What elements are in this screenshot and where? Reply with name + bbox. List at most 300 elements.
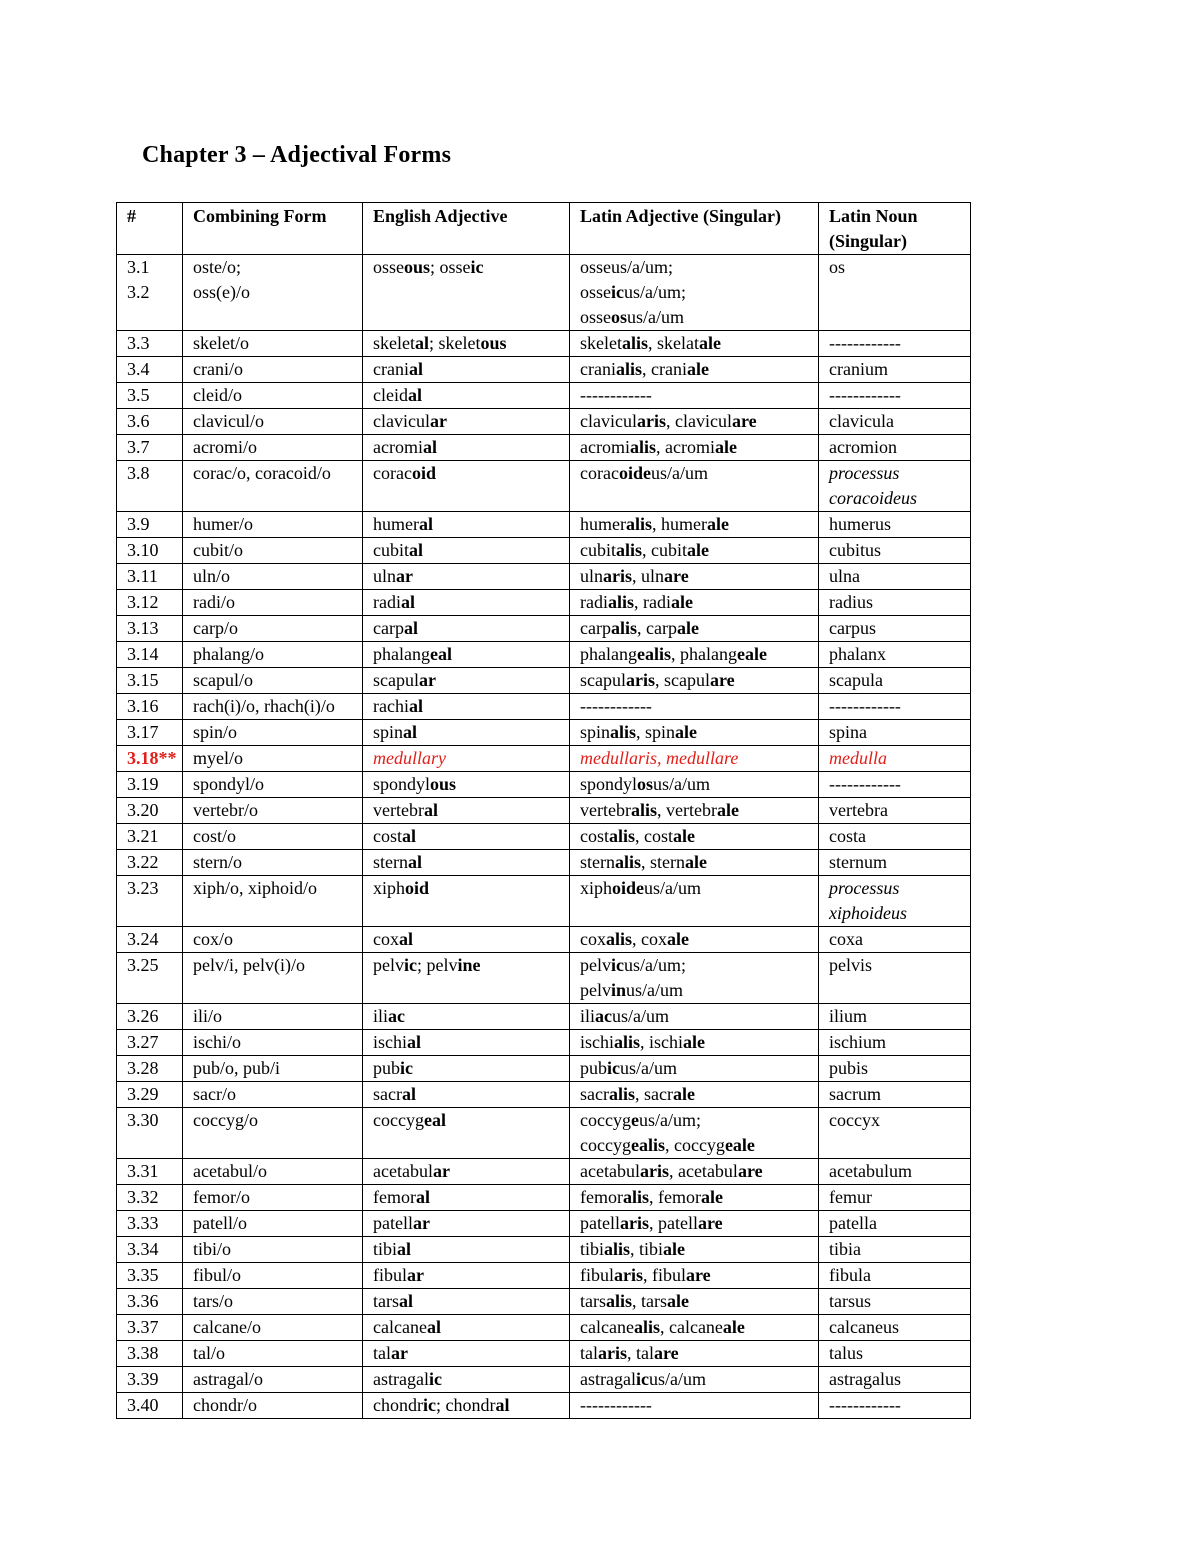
cell-english-adjective (363, 668, 570, 694)
latin-text: are (697, 1213, 723, 1233)
latin-text: ------------ (580, 1395, 652, 1415)
latin-text: eale (724, 1135, 755, 1155)
cell-english-adjective (363, 1211, 570, 1237)
english-text: crani (373, 359, 409, 379)
cell-english-adjective (363, 927, 570, 953)
cell-number: 3.17 (117, 720, 183, 746)
table-row (117, 694, 971, 720)
cell-latin-adjective (570, 616, 819, 642)
english-text: ac (388, 1006, 406, 1026)
english-text: stern (373, 852, 408, 872)
cell-english-adjective (363, 538, 570, 564)
cell-combining-form: myel/o (183, 746, 363, 772)
latin-text: alis (633, 1317, 660, 1337)
table-row (117, 1289, 971, 1315)
latin-text: ale (672, 1084, 695, 1104)
cell-combining-form: calcane/o (183, 1315, 363, 1341)
noun-text: pelvis (829, 955, 872, 975)
english-text: ic (404, 955, 417, 975)
latin-text: , skelat (648, 333, 700, 353)
cell-number: 3.7 (117, 435, 183, 461)
cell-latin-adjective (570, 1341, 819, 1367)
latin-text: ale (663, 1239, 686, 1259)
latin-text: ac (595, 1006, 613, 1026)
noun-text: ------------ (829, 774, 901, 794)
latin-text: oide (612, 878, 645, 898)
latin-text: aris (598, 1343, 627, 1363)
cell-latin-noun (819, 1030, 971, 1056)
table-row (117, 1393, 971, 1419)
noun-text: processus (829, 878, 900, 898)
english-text: patell (373, 1213, 413, 1233)
cell-latin-adjective (570, 1393, 819, 1419)
english-text: al (402, 826, 417, 846)
cell-latin-adjective (570, 1315, 819, 1341)
noun-text: fibula (829, 1265, 871, 1285)
noun-text: femur (829, 1187, 872, 1207)
english-text: al (403, 722, 418, 742)
english-text: uln (373, 566, 397, 586)
page-title: Chapter 3 – Adjectival Forms (142, 142, 452, 168)
english-text: al (403, 618, 418, 638)
noun-text: scapula (829, 670, 883, 690)
cell-english-adjective (363, 1108, 570, 1159)
latin-text: ale (687, 540, 710, 560)
latin-text: , tars (632, 1291, 668, 1311)
latin-text: alis (616, 540, 643, 560)
latin-text: osseus/a/um; (580, 257, 673, 277)
cell-latin-adjective (570, 927, 819, 953)
latin-text: cost (580, 826, 609, 846)
latin-text: ale (685, 852, 708, 872)
noun-text: tibia (829, 1239, 861, 1259)
english-text: cox (373, 929, 399, 949)
latin-text: ale (667, 1291, 690, 1311)
cell-latin-adjective (570, 1263, 819, 1289)
cell-latin-adjective (570, 1211, 819, 1237)
cell-latin-noun (819, 1315, 971, 1341)
latin-text: us/a/um; (624, 955, 686, 975)
cell-latin-adjective (570, 668, 819, 694)
english-text: calcane (373, 1317, 427, 1337)
table-row (117, 616, 971, 642)
latin-text: ale (667, 929, 690, 949)
english-text: humer (373, 514, 419, 534)
latin-text: are (664, 566, 689, 586)
cell-english-adjective (363, 1237, 570, 1263)
latin-text: us/a/um (650, 463, 708, 483)
english-text: coccyg (373, 1110, 424, 1130)
cell-english-adjective (363, 1289, 570, 1315)
latin-text: alis (608, 1084, 635, 1104)
cell-combining-form: cubit/o (183, 538, 363, 564)
latin-text: us/a/um; (624, 282, 686, 302)
cell-number: 3.32 (117, 1185, 183, 1211)
cell-latin-noun (819, 1185, 971, 1211)
english-text: ous (480, 333, 507, 353)
english-text: cubit (373, 540, 409, 560)
latin-text: tars (580, 1291, 606, 1311)
latin-text: alis (609, 826, 636, 846)
latin-text: alis (615, 359, 642, 379)
english-text: femor (373, 1187, 416, 1207)
latin-text: ------------ (580, 385, 652, 405)
latin-text: acetabul (580, 1161, 640, 1181)
table-row (117, 1341, 971, 1367)
cell-number: 3.39 (117, 1367, 183, 1393)
cell-combining-form: acromi/o (183, 435, 363, 461)
english-text: al (400, 592, 415, 612)
latin-text: ------------ (580, 696, 652, 716)
latin-text: pub (580, 1058, 607, 1078)
english-text: al (426, 1317, 441, 1337)
cell-combining-form: sacr/o (183, 1082, 363, 1108)
latin-text: aris (614, 1265, 643, 1285)
cell-latin-noun (819, 357, 971, 383)
latin-text: alis (606, 929, 633, 949)
english-text: acromi (373, 437, 423, 457)
english-text: phalang (373, 644, 430, 664)
cell-number: 3.11 (117, 564, 183, 590)
english-text: skelet (373, 333, 415, 353)
latin-text: , acromi (656, 437, 715, 457)
cell-english-adjective (363, 772, 570, 798)
latin-text: ale (700, 1187, 723, 1207)
table-row (117, 1056, 971, 1082)
noun-text: radius (829, 592, 873, 612)
table-row (117, 383, 971, 409)
english-text: al (418, 514, 433, 534)
cell-latin-noun (819, 1393, 971, 1419)
latin-text: ale (699, 333, 722, 353)
cell-combining-form: phalang/o (183, 642, 363, 668)
cell-combining-form: cleid/o (183, 383, 363, 409)
english-text: ; osse (430, 257, 471, 277)
cell-latin-adjective (570, 1108, 819, 1159)
english-text: ic (428, 1369, 442, 1389)
cell-combining-form: coccyg/o (183, 1108, 363, 1159)
cell-latin-noun (819, 1082, 971, 1108)
english-text: osse (373, 257, 404, 277)
cell-latin-noun (819, 435, 971, 461)
noun-text: tarsus (829, 1291, 871, 1311)
latin-text: astragal (580, 1369, 636, 1389)
latin-text: us/a/um (612, 1006, 670, 1026)
noun-text: calcaneus (829, 1317, 899, 1337)
cell-english-adjective (363, 694, 570, 720)
latin-text: spin (580, 722, 611, 742)
cell-latin-adjective (570, 824, 819, 850)
cell-latin-adjective (570, 1159, 819, 1185)
latin-text: , spin (636, 722, 676, 742)
table-row (117, 1237, 971, 1263)
table-row (117, 1159, 971, 1185)
cell-latin-noun (819, 953, 971, 1004)
latin-text: cubit (580, 540, 616, 560)
latin-text: ischi (580, 1032, 614, 1052)
cell-number: 3.6 (117, 409, 183, 435)
cell-number: 3.8 (117, 461, 183, 512)
latin-text: ic (607, 1058, 620, 1078)
cell-combining-form: stern/o (183, 850, 363, 876)
cell-latin-noun (819, 746, 971, 772)
english-text: ic (470, 257, 484, 277)
cell-combining-form: carp/o (183, 616, 363, 642)
cell-number: 3.10 (117, 538, 183, 564)
cell-number: 3.20 (117, 798, 183, 824)
table-row (117, 435, 971, 461)
table-row (117, 1082, 971, 1108)
noun-text: ------------ (829, 1395, 901, 1415)
latin-text: aris (625, 670, 655, 690)
latin-text: , fibul (643, 1265, 686, 1285)
cell-latin-adjective (570, 1237, 819, 1263)
cell-number: 3.12 (117, 590, 183, 616)
cell-number: 3.3 (117, 331, 183, 357)
cell-english-adjective (363, 1185, 570, 1211)
cell-combining-form: spin/o (183, 720, 363, 746)
cell-latin-noun (819, 538, 971, 564)
latin-text: , tibi (630, 1239, 664, 1259)
cell-english-adjective (363, 1004, 570, 1030)
cell-number: 3.15 (117, 668, 183, 694)
cell-combining-form: spondyl/o (183, 772, 363, 798)
english-text: al (401, 1084, 416, 1104)
english-text: clavicul (373, 411, 430, 431)
latin-text: us/a/um (644, 878, 702, 898)
latin-text: , cost (635, 826, 674, 846)
cell-latin-adjective (570, 255, 819, 331)
latin-text: ale (722, 1317, 745, 1337)
latin-text: alis (622, 1187, 649, 1207)
cell-latin-adjective (570, 538, 819, 564)
latin-text: medullaris, medullare (580, 748, 739, 768)
noun-text: coracoideus (829, 488, 917, 508)
table-row (117, 357, 971, 383)
latin-text: ale (716, 800, 739, 820)
cell-latin-noun (819, 1056, 971, 1082)
cell-english-adjective (363, 409, 570, 435)
cell-english-adjective (363, 383, 570, 409)
table-row (117, 927, 971, 953)
english-text: spin (373, 722, 404, 742)
cell-english-adjective (363, 512, 570, 538)
cell-combining-form: rach(i)/o, rhach(i)/o (183, 694, 363, 720)
cell-latin-noun (819, 720, 971, 746)
latin-text: humer (580, 514, 626, 534)
cell-latin-adjective (570, 1004, 819, 1030)
cell-english-adjective (363, 1315, 570, 1341)
english-text: al (408, 696, 423, 716)
latin-text: , carp (637, 618, 677, 638)
cell-combining-form: humer/o (183, 512, 363, 538)
latin-text: , coccyg (664, 1135, 725, 1155)
english-text: astragal (373, 1369, 429, 1389)
cell-combining-form: vertebr/o (183, 798, 363, 824)
table-row (117, 461, 971, 512)
latin-text: spondyl (580, 774, 638, 794)
latin-text: ic (611, 955, 624, 975)
latin-text: , ischi (640, 1032, 684, 1052)
cell-combining-form: ili/o (183, 1004, 363, 1030)
cell-latin-adjective (570, 383, 819, 409)
cell-number: 3.18** (117, 746, 183, 772)
table-row (117, 590, 971, 616)
table-row (117, 538, 971, 564)
latin-text: alis (615, 852, 642, 872)
latin-text: ealis (636, 644, 671, 664)
table-row (117, 642, 971, 668)
cell-combining-form: radi/o (183, 590, 363, 616)
latin-text: , acetabul (668, 1161, 738, 1181)
english-text: al (415, 1187, 430, 1207)
cell-combining-form: fibul/o (183, 1263, 363, 1289)
latin-text: ic (611, 282, 624, 302)
english-text: al (397, 1239, 412, 1259)
english-text: cleid (373, 385, 408, 405)
english-text: ili (373, 1006, 389, 1026)
cell-latin-noun (819, 1159, 971, 1185)
table-row (117, 1367, 971, 1393)
cell-combining-form: tal/o (183, 1341, 363, 1367)
cell-latin-noun (819, 409, 971, 435)
english-text: al (408, 852, 423, 872)
table-row (117, 1030, 971, 1056)
cell-latin-adjective (570, 357, 819, 383)
english-text: ous (404, 257, 431, 277)
english-text: al (422, 437, 437, 457)
english-text: ischi (373, 1032, 407, 1052)
cell-latin-noun (819, 1341, 971, 1367)
cell-english-adjective (363, 331, 570, 357)
table-body (117, 255, 971, 1419)
latin-text: coccyg (580, 1135, 631, 1155)
table-row (117, 1263, 971, 1289)
cell-combining-form: pub/o, pub/i (183, 1056, 363, 1082)
cell-english-adjective (363, 1341, 570, 1367)
cell-combining-form: ischi/o (183, 1030, 363, 1056)
latin-text: , uln (632, 566, 665, 586)
latin-text: are (686, 1265, 711, 1285)
cell-number: 3.26 (117, 1004, 183, 1030)
cell-number: 3.37 (117, 1315, 183, 1341)
english-text: tars (373, 1291, 399, 1311)
latin-text: us/a/um (627, 307, 685, 327)
latin-text: ili (580, 1006, 596, 1026)
english-text: ; pelv (417, 955, 458, 975)
cell-latin-adjective (570, 642, 819, 668)
cell-latin-noun (819, 772, 971, 798)
cell-latin-adjective (570, 1030, 819, 1056)
noun-text: spina (829, 722, 867, 742)
cell-latin-noun (819, 512, 971, 538)
noun-text: sternum (829, 852, 887, 872)
noun-text: acromion (829, 437, 897, 457)
table-header (117, 203, 971, 255)
cell-latin-noun (819, 616, 971, 642)
latin-text: patell (580, 1213, 620, 1233)
english-text: al (423, 800, 438, 820)
noun-text: patella (829, 1213, 877, 1233)
cell-number: 3.27 (117, 1030, 183, 1056)
cell-latin-adjective (570, 409, 819, 435)
cell-english-adjective (363, 850, 570, 876)
table-row (117, 564, 971, 590)
latin-text: osse (580, 282, 611, 302)
cell-combining-form: xiph/o, xiphoid/o (183, 876, 363, 927)
latin-text: are (709, 670, 735, 690)
cell-latin-adjective (570, 876, 819, 927)
latin-text: are (654, 1343, 679, 1363)
latin-text: , radi (634, 592, 671, 612)
english-text: ine (457, 955, 481, 975)
cell-latin-noun (819, 824, 971, 850)
noun-text: humerus (829, 514, 891, 534)
cell-number: 3.21 (117, 824, 183, 850)
cell-latin-adjective (570, 694, 819, 720)
latin-text: corac (580, 463, 619, 483)
cell-latin-adjective (570, 953, 819, 1004)
english-text: vertebr (373, 800, 424, 820)
latin-text: fibul (580, 1265, 614, 1285)
english-text: pub (373, 1058, 400, 1078)
cell-combining-form: chondr/o (183, 1393, 363, 1419)
latin-text: us/a/um; (638, 1110, 701, 1130)
table-row (117, 512, 971, 538)
english-text: medullary (373, 748, 446, 768)
latin-text: , clavicul (665, 411, 732, 431)
latin-text: alis (610, 722, 637, 742)
cell-number: 3.29 (117, 1082, 183, 1108)
english-text: pelv (373, 955, 404, 975)
noun-text: ------------ (829, 385, 901, 405)
cell-number: 3.22 (117, 850, 183, 876)
latin-text: xiph (580, 878, 613, 898)
cell-latin-adjective (570, 798, 819, 824)
latin-text: acromi (580, 437, 630, 457)
latin-text: osse (580, 307, 611, 327)
english-text: xiph (373, 878, 406, 898)
english-text: corac (373, 463, 412, 483)
latin-text: ale (706, 514, 729, 534)
cell-english-adjective (363, 357, 570, 383)
latin-text: ale (714, 437, 737, 457)
cell-number: 3.13 (117, 616, 183, 642)
cell-combining-form: tars/o (183, 1289, 363, 1315)
cell-latin-adjective (570, 512, 819, 538)
table-row (117, 1315, 971, 1341)
english-text: ic (400, 1058, 413, 1078)
table-row (117, 824, 971, 850)
table-row (117, 255, 971, 331)
english-text: tal (373, 1343, 391, 1363)
latin-text: stern (580, 852, 615, 872)
cell-latin-noun (819, 694, 971, 720)
noun-text: astragalus (829, 1369, 901, 1389)
cell-english-adjective (363, 435, 570, 461)
table-row (117, 1108, 971, 1159)
latin-text: us/a/um (648, 1369, 706, 1389)
cell-number: 3.9 (117, 512, 183, 538)
english-text: oid (405, 878, 430, 898)
english-text: ; skelet (429, 333, 481, 353)
cell-latin-noun (819, 850, 971, 876)
latin-text: , sacr (635, 1084, 673, 1104)
noun-text: cranium (829, 359, 888, 379)
english-text: tibi (373, 1239, 398, 1259)
latin-text: alis (606, 1291, 633, 1311)
cell-english-adjective (363, 824, 570, 850)
